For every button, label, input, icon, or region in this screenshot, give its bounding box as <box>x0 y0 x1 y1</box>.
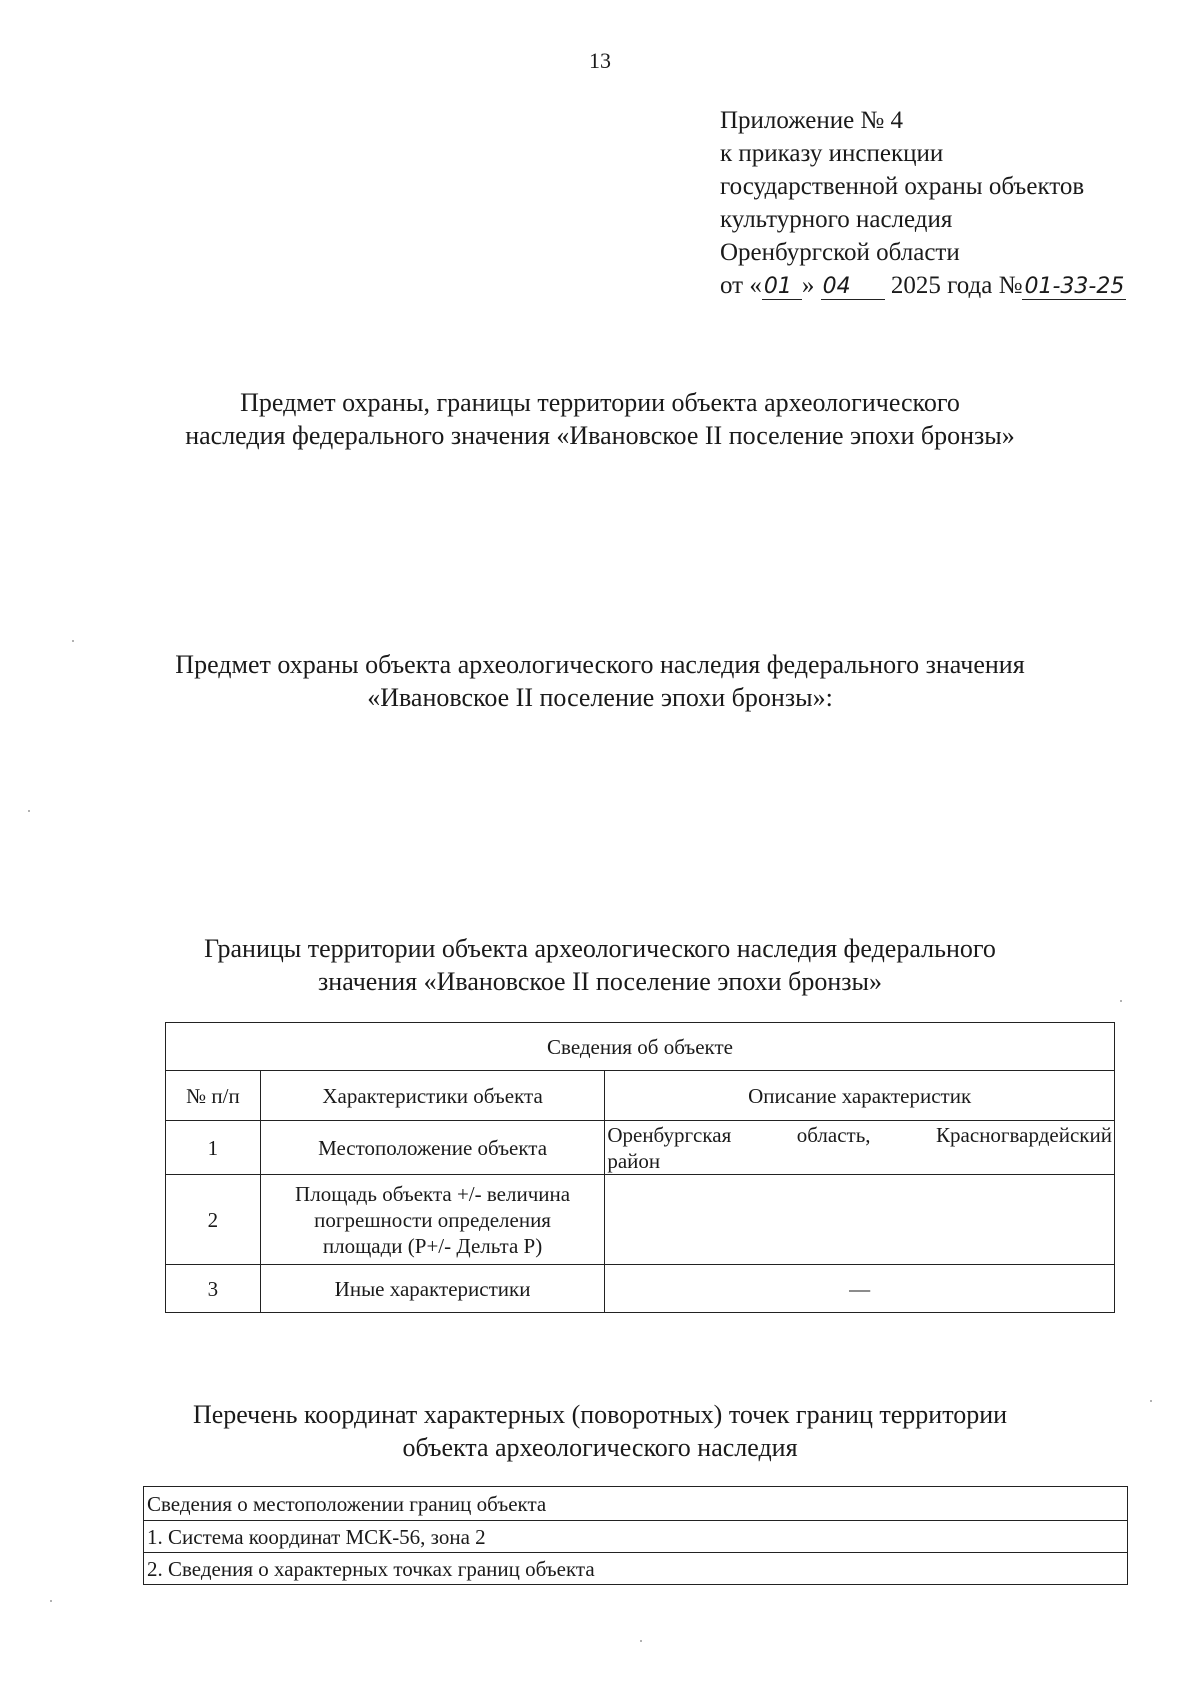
appendix-header <box>720 104 1126 302</box>
appendix-date-line <box>720 269 1126 302</box>
protection-title-line: Предмет охраны объекта археологического наследия федерального значения <box>175 650 1025 679</box>
coordinates-title-line: объекта археологического наследия <box>402 1433 798 1462</box>
scan-speck <box>28 810 30 812</box>
date-year: 2025 года № <box>890 272 1023 299</box>
header-characteristic: Характеристики объекта <box>260 1071 605 1121</box>
table-row <box>144 1487 1128 1521</box>
table-row <box>144 1553 1128 1585</box>
header-description: Описание характеристик <box>605 1071 1115 1121</box>
table-row <box>166 1175 1115 1265</box>
row-num: 1 <box>166 1121 261 1175</box>
protection-title-line: «Ивановское II поселение эпохи бронзы»: <box>367 683 833 712</box>
table-caption-row <box>166 1023 1115 1071</box>
description-word: Оренбургская <box>607 1122 732 1147</box>
row-num: 3 <box>166 1265 261 1313</box>
row-num: 2 <box>166 1175 261 1265</box>
row-name <box>260 1175 605 1265</box>
coordinates-title <box>0 1398 1200 1464</box>
appendix-line: культурного наследия <box>720 206 953 233</box>
description-justified-line <box>605 1122 1114 1148</box>
appendix-line: Оренбургской области <box>720 239 960 266</box>
date-month-handwritten: 04 <box>821 275 885 300</box>
appendix-line: Приложение № 4 <box>720 107 904 134</box>
table-row <box>144 1521 1128 1553</box>
row-description: — <box>605 1265 1115 1313</box>
appendix-line: государственной охраны объектов <box>720 173 1085 200</box>
description-word: Красногвардейский <box>936 1122 1112 1147</box>
row-name: Иные характеристики <box>260 1265 605 1313</box>
order-number-handwritten: 01-33-25 <box>1022 275 1126 300</box>
date-prefix: от « <box>720 272 762 299</box>
date-mid: » <box>801 272 815 299</box>
main-title-line: наследия федерального значения «Ивановское II поселение эпохи бронзы» <box>185 421 1015 450</box>
main-title <box>0 386 1200 452</box>
scan-speck <box>1150 1400 1152 1402</box>
scan-speck <box>50 1600 52 1602</box>
coordinates-title-line: Перечень координат характерных (поворотных) точек границ территории <box>192 1400 1008 1429</box>
table-row <box>166 1121 1115 1175</box>
scan-speck <box>640 1640 642 1642</box>
table-caption: Сведения об объекте <box>166 1023 1115 1071</box>
description-word: область, <box>796 1122 871 1147</box>
header-num: № п/п <box>166 1071 261 1121</box>
page-number: 13 <box>589 48 611 73</box>
row-description <box>605 1121 1115 1175</box>
main-title-line: Предмет охраны, границы территории объекта археологического <box>240 388 960 417</box>
object-info-table <box>165 1022 1115 1313</box>
date-day-handwritten: 01 <box>762 275 802 300</box>
table-row <box>166 1265 1115 1313</box>
description-last-line: район <box>607 1148 661 1173</box>
boundaries-title-line: значения «Ивановское II поселение эпохи бронзы» <box>318 967 882 996</box>
row-name: Местоположение объекта <box>260 1121 605 1175</box>
appendix-line: к приказу инспекции <box>720 140 944 167</box>
scan-speck <box>1120 1000 1122 1002</box>
coordinates-table <box>143 1486 1128 1585</box>
boundaries-title <box>0 932 1200 998</box>
table-header-row <box>166 1071 1115 1121</box>
row-name-line: Площадь объекта +/- величина <box>295 1181 571 1206</box>
coordinates-row: 2. Сведения о характерных точках границ объекта <box>144 1553 1128 1585</box>
boundaries-title-line: Границы территории объекта археологического наследия федерального <box>204 934 996 963</box>
coordinates-row: 1. Система координат МСК-56, зона 2 <box>144 1521 1128 1553</box>
coordinates-row: Сведения о местоположении границ объекта <box>144 1487 1128 1521</box>
row-description <box>605 1175 1115 1265</box>
protection-subject-title <box>0 648 1200 714</box>
scan-speck <box>72 640 74 642</box>
row-name-line: площади (Р+/- Дельта Р) <box>322 1233 543 1258</box>
row-name-line: погрешности определения <box>314 1207 551 1232</box>
